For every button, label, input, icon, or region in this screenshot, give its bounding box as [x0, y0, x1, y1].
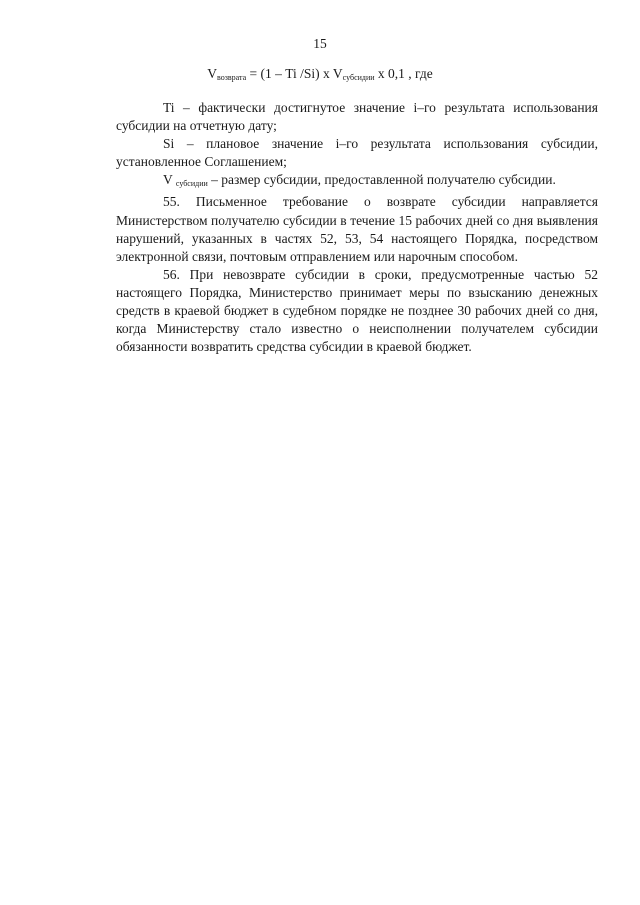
formula-v-subscript-refund: возврата: [216, 73, 247, 82]
page-number: 15: [313, 36, 327, 51]
definition-si: Si – плановое значение i–го результата использования субсидии, установленное Соглашением;: [116, 136, 598, 170]
formula-v-subscript-subsidy: субсидии: [342, 73, 375, 82]
refund-formula: [0, 66, 640, 82]
definition-v-symbol: V: [163, 172, 173, 188]
paragraph-55: 55. Письменное требование о возврате субсидии направляется Министерством получателю субсидии в течение 15 рабочих дней со дня выявления нарушений, указанных в частях 52, 53, 54 настоящего Порядка, посредством электронной связи, почтовым отправлением или нарочным способом.: [116, 194, 598, 264]
body-text: [116, 99, 598, 356]
formula-v-symbol: V: [207, 66, 217, 81]
paragraph-56: 56. При невозврате субсидии в сроки, предусмотренные частью 52 настоящего Порядка, Министерство принимает меры по взысканию денежных средств в краевой бюджет в судебном порядке не позднее 30 рабочих дней со дня, когда Министерству стало известно о неисполнении получателем субсидии обязанности возвратить средства субсидии в краевой бюджет.: [116, 266, 598, 355]
formula-tail: x 0,1 , где: [374, 66, 433, 81]
definition-v-subsidy: [116, 171, 598, 193]
definition-v-subscript: субсидии: [175, 179, 208, 189]
definition-ti: Ti – фактически достигнутое значение i–го результата использования субсидии на отчетную дату;: [116, 100, 598, 134]
definition-v-text: – размер субсидии, предоставленной получателю субсидии.: [207, 172, 556, 188]
formula-expression: = (1 – Ti /Si) x V: [246, 66, 343, 81]
